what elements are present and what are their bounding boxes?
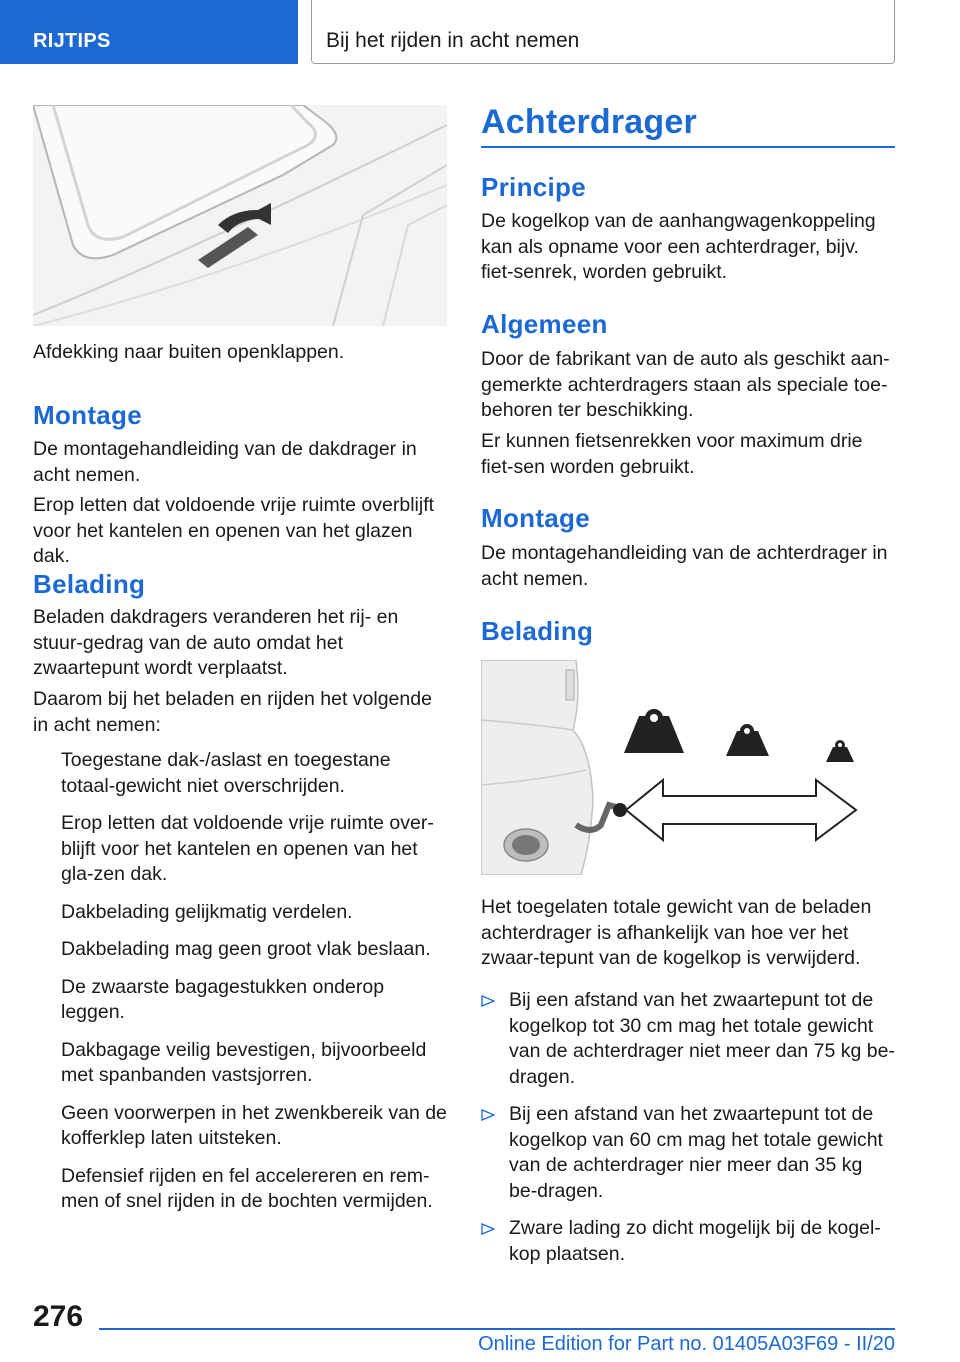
triangle-bullet-icon [481, 995, 495, 1007]
header-chapter-box [311, 0, 895, 64]
triangle-bullet-icon [481, 1223, 495, 1235]
right-montage-heading: Montage [481, 503, 590, 533]
bullet-text: Toegestane dak-/aslast en toegestane totaal-gewicht niet overschrijden. [61, 749, 391, 797]
principe-text: De kogelkop van de aanhangwagenkoppeling kan als opname voor een achterdrager, bijv. fiet-senrek, worden gebruikt. [481, 210, 876, 283]
footer-rule [99, 1328, 895, 1330]
list-item [33, 811, 449, 888]
right-belading-bullet-list [481, 988, 895, 1279]
left-belading-bullet-list [33, 748, 449, 1227]
figure-caption: Afdekking naar buiten openklappen. [33, 341, 345, 363]
bullet-text: Bij een afstand van het zwaartepunt tot de kogelkop tot 30 cm mag het totale gewicht van de achterdrager niet meer dan 75 kg be-dragen. [509, 989, 895, 1088]
list-item [33, 937, 449, 963]
principe-heading: Principe [481, 172, 586, 202]
header-section-tab [0, 0, 298, 64]
right-belading-heading: Belading [481, 616, 594, 646]
bullet-text: Erop letten dat voldoende vrije ruimte over-blijft voor het kantelen en openen van het gla-zen dak. [61, 812, 434, 885]
left-belading-p1: Beladen dakdragers veranderen het rij- en stuur-gedrag van de auto omdat het zwaartepunt wordt verplaatst. [33, 606, 399, 679]
list-item [481, 988, 895, 1090]
bullet-text: Defensief rijden en fel accelereren en rem-men of snel rijden in de bochten vermijden. [61, 1164, 433, 1212]
rear-carrier-weight-illustration [481, 660, 895, 875]
bullet-text: Dakbagage veilig bevestigen, bijvoorbeeld met spanbanden vastsjorren. [61, 1038, 427, 1086]
list-item [33, 1164, 449, 1215]
list-item [33, 1038, 449, 1089]
page-title: Achterdrager [481, 103, 697, 141]
right-belading-text: Het toegelaten totale gewicht van de beladen achterdrager is afhankelijk van hoe ver het zwaar-tepunt van de kogelkop is verwijderd. [481, 896, 872, 969]
left-belading-p2: Daarom bij het beladen en rijden het volgende in acht nemen: [33, 688, 432, 736]
header-section-label: RIJTIPS [33, 30, 111, 52]
bullet-text: De zwaarste bagagestukken onderop leggen. [61, 975, 385, 1023]
bullet-text: Bij een afstand van het zwaartepunt tot de kogelkop van 60 cm mag het totale gewicht van de achterdrager nier meer dan 35 kg be-dragen. [509, 1103, 883, 1202]
bullet-text: Dakbelading mag geen groot vlak beslaan. [61, 938, 431, 960]
left-montage-heading: Montage [33, 400, 142, 430]
list-item [33, 1101, 449, 1152]
algemeen-p1: Door de fabrikant van de auto als geschikt aan-gemerkte achterdragers staan als speciale toe-behoren ter beschikking. [481, 348, 890, 421]
left-montage-p2: Erop letten dat voldoende vrije ruimte overblijft voor het kantelen en openen van het glazen dak. [33, 494, 435, 567]
footer-edition: Online Edition for Part no. 01405A03F69 - II/20 [478, 1333, 895, 1355]
left-belading-heading: Belading [33, 569, 146, 599]
header-chapter-title: Bij het rijden in acht nemen [326, 29, 580, 52]
algemeen-p2: Er kunnen fietsenrekken voor maximum drie fiet-sen worden gebruikt. [481, 430, 863, 478]
list-item [481, 1216, 895, 1267]
list-item [481, 1102, 895, 1204]
bullet-text: Zware lading zo dicht mogelijk bij de kogel-kop plaatsen. [509, 1217, 881, 1265]
algemeen-heading: Algemeen [481, 309, 608, 339]
list-item [33, 748, 449, 799]
list-item [33, 900, 449, 926]
bullet-text: Dakbelading gelijkmatig verdelen. [61, 900, 353, 923]
bullet-text: Geen voorwerpen in het zwenkbereik van de kofferklep laten uitsteken. [61, 1101, 447, 1149]
triangle-bullet-icon [481, 1109, 495, 1121]
title-rule [481, 146, 895, 148]
roof-cover-illustration [33, 105, 447, 326]
right-montage-text: De montagehandleiding van de achterdrager in acht nemen. [481, 542, 888, 590]
list-item [33, 975, 449, 1026]
page-number: 276 [33, 1300, 84, 1333]
left-montage-p1: De montagehandleiding van de dakdrager in acht nemen. [33, 438, 417, 486]
